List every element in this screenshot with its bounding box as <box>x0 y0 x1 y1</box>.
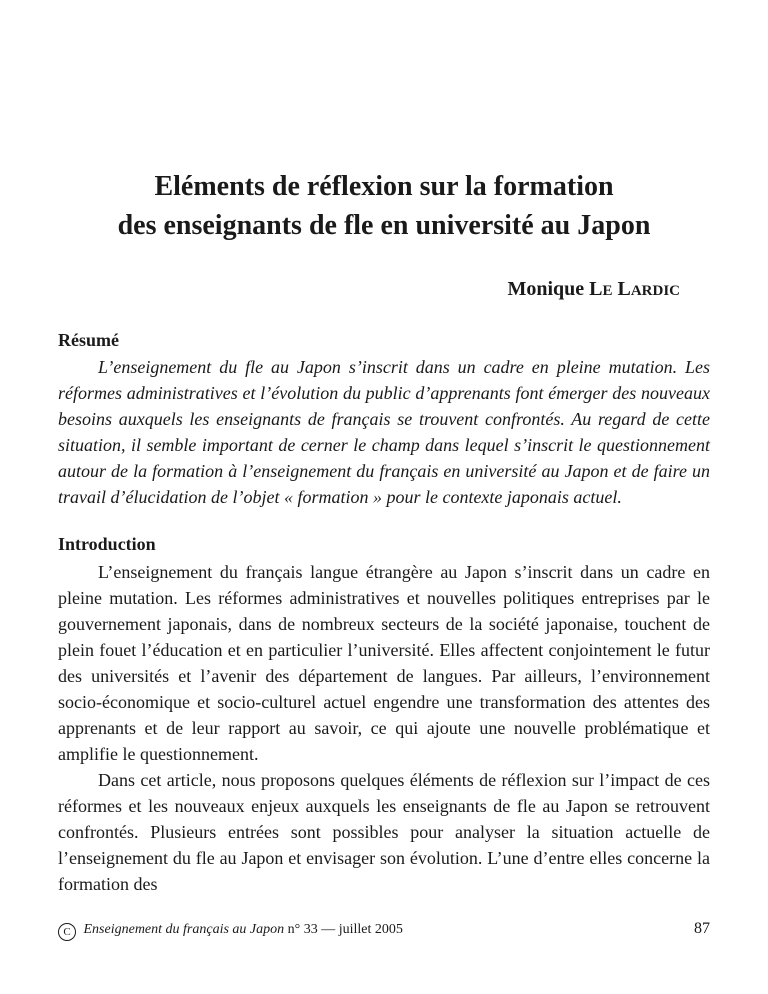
title-line-1: Eléments de réflexion sur la formation <box>154 171 614 202</box>
author-name <box>507 278 680 301</box>
article-title <box>0 167 768 245</box>
author-last-core: LARDIC <box>617 278 680 300</box>
journal-title: Enseignement du français au Japon <box>83 922 285 937</box>
introduction-heading: Introduction <box>58 534 156 554</box>
author-first-name: Monique <box>507 278 585 300</box>
title-line-2: des enseignants de fle en université au Japon <box>117 210 651 241</box>
issue-info: n° 33 — juillet 2005 <box>287 922 403 937</box>
author-last-name <box>589 278 680 300</box>
footer-citation <box>58 922 403 941</box>
author-last-prefix: LE <box>589 278 613 300</box>
introduction-paragraph-2: Dans cet article, nous proposons quelques éléments de réflexion sur l’impact de ces réformes et les nouveaux enjeux auxquels les enseignants de fle au Japon se retrouvent confrontés. Plusieurs entrées sont possibles pour analyser la situation actuelle de l’enseignement du fle au Japon et envisager son évolution. L’une d’entre elles concerne la formation des <box>58 770 710 894</box>
introduction-paragraph-1: L’enseignement du français langue étrangère au Japon s’inscrit dans un cadre en pleine mutation. Les réformes administratives et nouvelles politiques entreprises par le gouvernement japonais, dans de nombreux secteurs de la société japonaise, touchent de plein fouet l’éducation et en particulier l’université. Elles affectent conjointement le futur des universités et l’avenir des département de langues. Par ailleurs, l’environnement socio-économique et socio-culturel actuel engendre une transformation des attentes des apprenants et de leur rapport au savoir, ce qui ajoute une nouvelle problématique et amplifie le questionnement. <box>58 562 710 764</box>
page-footer <box>58 920 710 941</box>
page-number: 87 <box>694 920 710 937</box>
copyright-icon: C <box>58 923 76 941</box>
abstract-heading: Résumé <box>58 330 119 350</box>
abstract-text: L’enseignement du fle au Japon s’inscrit dans un cadre en pleine mutation. Les réformes administratives et l’évolution du public d’apprenants font émerger des nouveaux besoins auxquels les enseignants de français se trouvent confrontés. Au regard de cette situation, il semble important de cerner le champ dans lequel s’inscrit le questionnement autour de la formation à l’enseignement du français en université au Japon et de faire un travail d’élucidation de l’objet « formation » pour le contexte japonais actuel. <box>58 357 710 507</box>
